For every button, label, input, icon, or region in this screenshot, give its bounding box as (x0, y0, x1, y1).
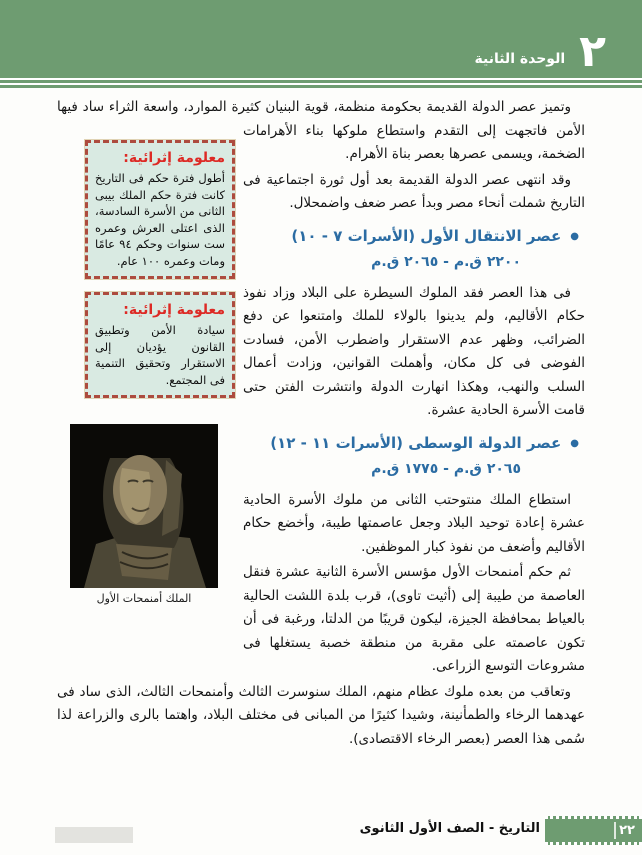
section-date-range: ٢٠٦٥ ق.م - ١٧٧٥ ق.م (371, 461, 521, 477)
statue-figure (70, 424, 218, 607)
statue-image (70, 424, 218, 588)
info-box-security-law (85, 292, 235, 398)
bullet-icon: ● (570, 437, 579, 449)
unit-number: ٢ (579, 26, 606, 77)
section-title-text: عصر الانتقال الأول (الأسرات ٧ - ١٠) (291, 226, 562, 245)
unit-header (474, 26, 607, 77)
bullet-icon: ● (570, 230, 579, 242)
info-box-body: سيادة الأمن وتطبيق القانون يؤديان إلى الاستقرار وتحقيق التنمية فى المجتمع. (95, 323, 225, 387)
page-header-band (0, 0, 642, 88)
book-title: التاريخ - الصف الأول الثانوى (359, 821, 540, 836)
paragraph-prosperity-era: وتعاقب من بعده ملوك عظام منهم، الملك سنوسرت الثالث وأمنمحات الثالث، الذى ساد فى عهدهما الرخاء والطمأنينة، وشيدا كثيرًا من المبانى فى مختلف البلاد، واهتما بالرى والزراعة لذا سُمى هذا العصر (بعصر الرخاء الاقتصادى). (57, 683, 585, 747)
header-divider-line-top (0, 78, 642, 80)
paragraph-chaos-era: فى هذا العصر فقد الملوك السيطرة على البلاد وزاد نفوذ حكام الأقاليم، ولم يدينوا بالولاء للملك وامتنعوا عن دفع الضرائب، وظهر عدم الاستقرار واضطرب الأمن، فسادت الفوضى فى كل مكان، وأهملت القوانين، وزادت أعمال السلب والنهب، وهكذا انهارت الدولة وانتشرت الفتن حتى قامت الأسرة الحادية عشرة. (243, 284, 585, 418)
stamp-watermark (55, 827, 133, 843)
page-number-strip (545, 816, 642, 845)
info-box-body: أطول فترة حكم فى التاريخ كانت فترة حكم الملك بيبى الثانى من الأسرة السادسة، الذى اعتلى العرش وعمره ست سنوات وحكم ٩٤ عامًا ومات وعمره ١٠٠ عام. (95, 171, 225, 268)
paragraph-amenemhat-capital: ثم حكم أمنمحات الأول مؤسس الأسرة الثانية عشرة فنقل العاصمة من طيبة إلى (أثيت تاوى)، قرب بلدة اللشت الحالية بالعياط بمحافظة الجيزة، ليكون قريبًا من الدلتا، ورغبة فى أن تكون عاصمته على مقربة من منطقة خصبة يستغلها فى مشروعات التوسع الزراعى. (243, 564, 585, 674)
section-title-text: عصر الدولة الوسطى (الأسرات ١١ - ١٢) (270, 433, 562, 452)
paragraph-old-kingdom: وتميز عصر الدولة القديمة بحكومة منظمة، قوية البنيان كثيرة الموارد، واسعة الثراء ساد فيها الأمن فاتجهت إلى التقدم واستطاع ملوكها بناء الأهرامات الضخمة، ويسمى عصرها بعصر بناة الأهرام. (57, 99, 585, 162)
info-box-longest-reign (85, 140, 235, 279)
paragraph-mentuhotep: استطاع الملك منتوحتب الثانى من ملوك الأسرة الحادية عشرة إعادة توحيد البلاد وجعل عاصمتها طيبة، وأخضع حكام الأقاليم وأضعف من نفوذ كبار الموظفين. (243, 491, 585, 555)
statue-caption: الملك أمنمحات الأول (96, 592, 192, 605)
page-number: ٢٢ (619, 823, 635, 838)
side-column (57, 96, 243, 644)
section-date-range: ٢٢٠٠ ق.م - ٢٠٦٥ ق.م (371, 254, 521, 270)
header-divider-line-bottom (0, 83, 642, 85)
unit-title: الوحدة الثانية (474, 51, 566, 67)
page-content (57, 96, 585, 753)
info-box-title: معلومة إثرائية: (123, 302, 225, 318)
strip-notch (614, 822, 616, 839)
paragraph-social-revolution: وقد انتهى عصر الدولة القديمة بعد أول ثورة اجتماعية فى التاريخ شملت أنحاء مصر وبدأ عصر ضعف واضمحلال. (243, 171, 585, 211)
info-box-title: معلومة إثرائية: (123, 150, 225, 166)
